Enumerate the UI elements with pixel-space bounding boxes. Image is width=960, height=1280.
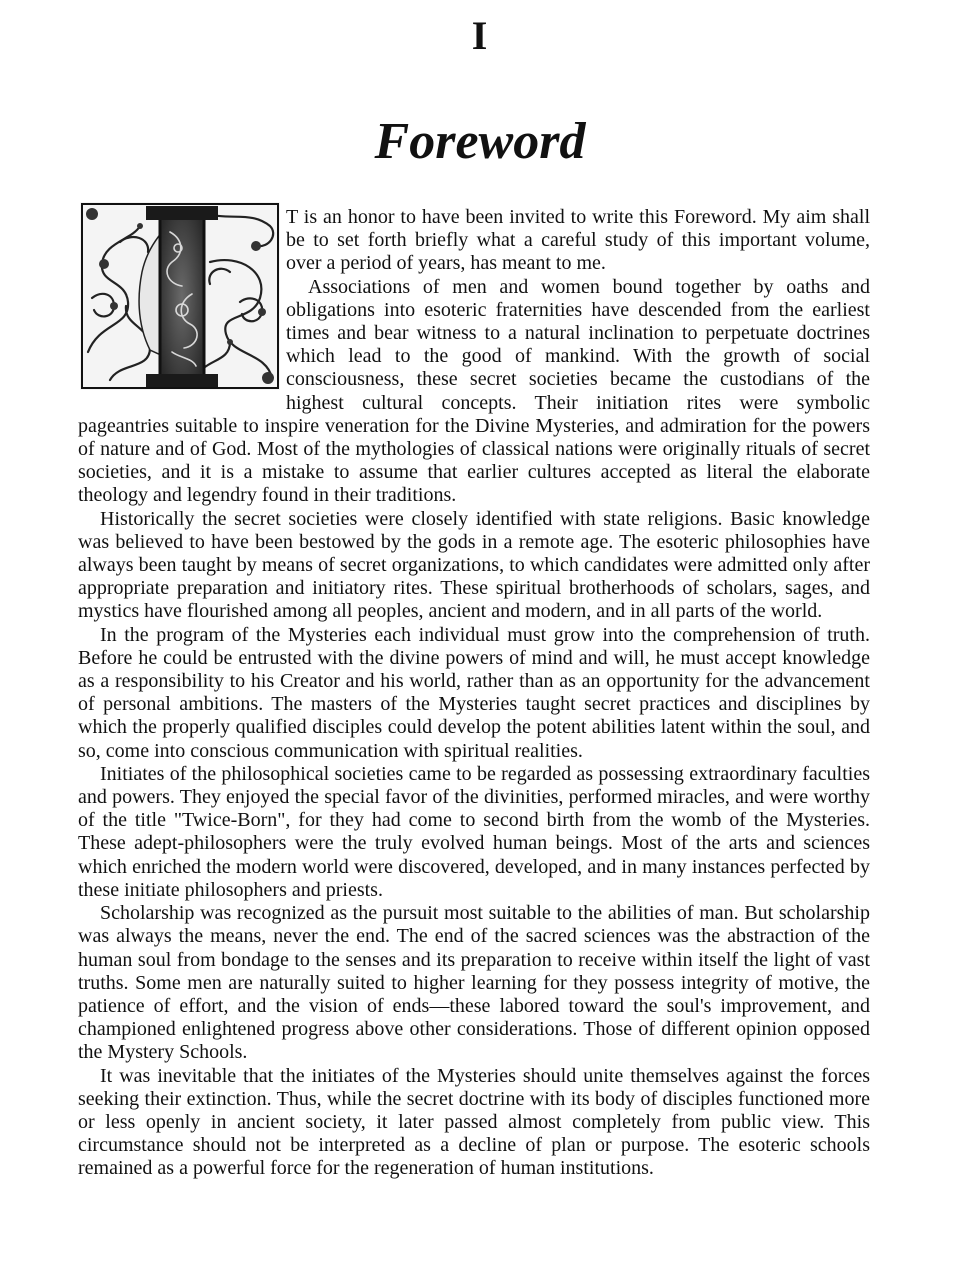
foreword-body [78, 206, 870, 1181]
chapter-number: I [471, 13, 489, 58]
chapter-title: Foreword [374, 113, 586, 170]
paragraph-6: Scholarship was recognized as the pursuit most suitable to the abilities of man. But scholarship was always the means, never the end. The end of the sacred sciences was the abstraction of the human soul from bondage to the senses and its preparation to receive within itself the light of vast truths. Some men are naturally suited to higher learning for they possess integrity of motive, the patience of effort, and the vision of ends—these labored toward the soul's improvement, and championed enlightened progress above other considerations. Those of different opinion opposed the Mystery Schools. [78, 902, 870, 1064]
paragraph-1-text: T is an honor to have been invited to write this Foreword. My aim shall be to set forth briefly what a careful study of this important volume, over a period of years, has meant to me. [286, 206, 870, 275]
paragraph-2: Associations of men and women bound together by oaths and obligations into esoteric fraternities have descended from the earliest times and bear witness to a natural inclination to perpetuate doctrines which lead to the good of mankind. With the growth of social consciousness, these secret societies became the custodians of the highest cultural concepts. Their initiation rites were symbolic pageantries suitable to inspire veneration for the Divine Mysteries, and admiration for the powers of nature and of God. Most of the mythologies of classical nations were originally rituals of secret societies, and it is a mistake to assume that earlier cultures accepted as literal the elaborate theology and legendry found in their traditions. [78, 275, 870, 507]
paragraph-3: Historically the secret societies were closely identified with state religions. Basic knowledge was believed to have been bestowed by the gods in a remote age. The esoteric philosophies have always been taught by means of secret organizations, to which candidates were admitted only after appropriate preparation and initiatory rites. These spiritual brotherhoods of scholars, sages, and mystics have flourished among all peoples, ancient and modern, and in all parts of the world. [78, 507, 870, 623]
drop-cap-space [78, 206, 286, 392]
paragraph-1 [78, 206, 870, 276]
paragraph-7: It was inevitable that the initiates of the Mysteries should unite themselves against the forces seeking their extinction. Thus, while the secret doctrine with its body of disciples functioned more or less openly in ancient society, it later passed almost completely from public view. This circumstance should not be interpreted as a decline of plan or purpose. The esoteric schools remained as a powerful force for the regeneration of human institutions. [78, 1064, 870, 1180]
paragraph-4: In the program of the Mysteries each individual must grow into the comprehension of truth. Before he could be entrusted with the divine powers of mind and will, he must accept knowledge as a responsibility to his Creator and his world, rather than as an opportunity for the advancement of personal ambitions. The masters of the Mysteries taught secret practices and disciplines by which the properly qualified disciples could develop the potent abilities latent within the soul, and so, come into conscious communication with spiritual realities. [78, 623, 870, 762]
paragraph-5: Initiates of the philosophical societies came to be regarded as possessing extraordinary faculties and powers. They enjoyed the special favor of the divinities, performed miracles, and were worthy of the title "Twice-Born", for they had come to second birth from the womb of the Mysteries. These adept-philosophers were the truly evolved human beings. Most of the arts and sciences which enriched the modern world were discovered, developed, and in many instances perfected by these initiate philosophers and priests. [78, 762, 870, 901]
